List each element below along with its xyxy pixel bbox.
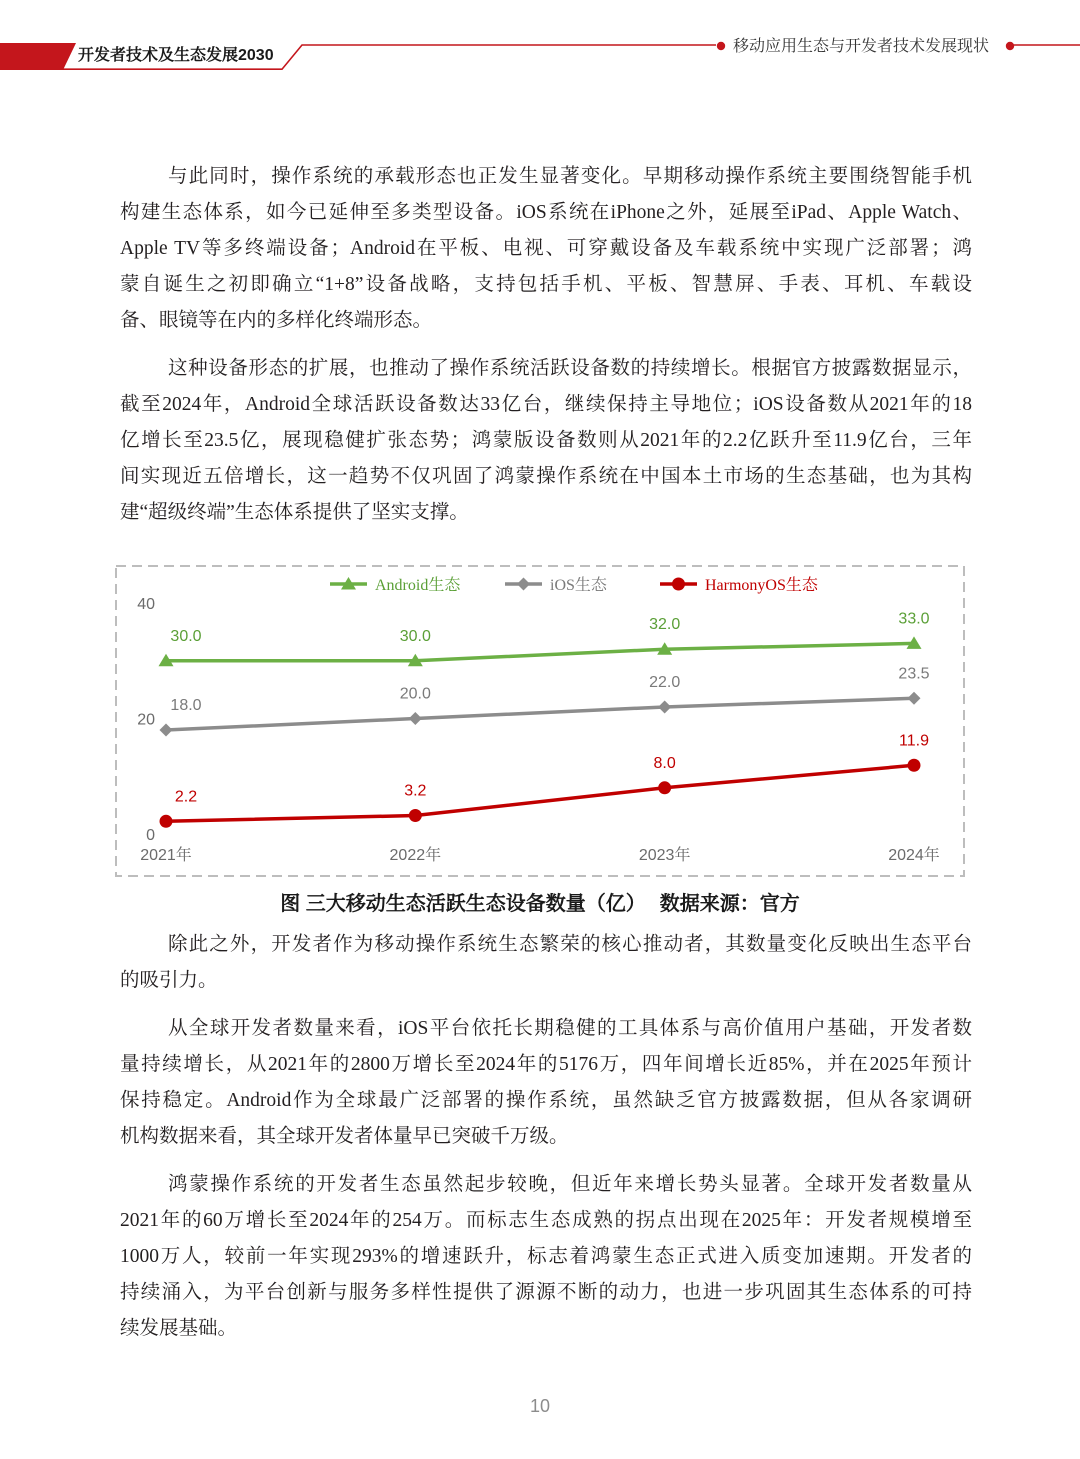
y-axis (137, 596, 155, 844)
text-line: 鸿蒙操作系统的开发者生态虽然起步较晚，但近年来增长势头显著。全球开发者数量从 (168, 1174, 972, 1195)
series-line-android (166, 643, 914, 660)
text-line: 这种设备形态的扩展，也推动了操作系统活跃设备数的持续增长。根据官方披露数据显示， (168, 358, 972, 379)
text-line: 量持续增长，从2021年的2800万增长至2024年的5176万，四年间增长近85%，并在2025年预计 (120, 1054, 972, 1075)
marker-harmonyos-point (908, 759, 921, 772)
text-line: 从全球开发者数量来看，iOS平台依托长期稳健的工具体系与高价值用户基础，开发者数 (168, 1018, 972, 1039)
data-label-harmonyos: 11.9 (899, 732, 929, 750)
text-line: 建“超级终端”生态体系提供了坚实支撑。 (120, 502, 469, 523)
x-tick-label: 2023年 (638, 847, 691, 864)
text-line: 机构数据来看，其全球开发者体量早已突破千万级。 (120, 1126, 569, 1147)
body-text-bottom (120, 927, 972, 1359)
marker-harmonyos-point (409, 809, 422, 822)
series-line-ios (166, 698, 914, 730)
data-label-harmonyos: 8.0 (653, 754, 676, 772)
data-label-android: 30.0 (170, 627, 202, 645)
header-bullet-right (1006, 42, 1014, 50)
x-axis (140, 845, 940, 864)
data-label-ios: 18.0 (170, 697, 202, 715)
series-line-harmonyos (166, 765, 914, 821)
legend-item-ios (505, 576, 608, 594)
chart-legend (330, 576, 819, 594)
legend-marker (517, 578, 530, 591)
legend-label: Android生态 (375, 577, 461, 594)
y-tick-label: 40 (137, 596, 155, 613)
text-line: 保持稳定。Android作为全球最广泛部署的操作系统，虽然缺乏官方披露数据，但从各家调研 (120, 1090, 972, 1111)
legend-marker (672, 578, 685, 591)
data-label-harmonyos: 2.2 (174, 788, 198, 806)
data-label-ios: 23.5 (898, 665, 930, 683)
text-line: 持续涌入，为平台创新与服务多样性提供了源源不断的动力，也进一步巩固其生态体系的可持 (120, 1282, 972, 1303)
marker-harmonyos-point (658, 781, 671, 794)
x-tick-label: 2022年 (389, 847, 442, 864)
marker-ios-point (908, 692, 921, 705)
series-ios (160, 665, 930, 736)
marker-harmonyos-point (160, 815, 173, 828)
text-line: Apple TV等多终端设备；Android在平板、电视、可穿戴设备及车载系统中实现广泛部署；鸿 (120, 238, 972, 259)
marker-ios-point (658, 700, 671, 713)
chart-border (116, 566, 964, 876)
data-label-android: 32.0 (649, 616, 681, 634)
header-bullet-left (717, 42, 725, 50)
data-label-ios: 22.0 (649, 673, 681, 691)
data-label-android: 30.0 (399, 627, 431, 645)
header-red-tab (0, 43, 76, 70)
y-tick-label: 0 (146, 827, 155, 844)
series-android (159, 610, 930, 666)
text-line: 2021年的60万增长至2024年的254万。而标志生态成熟的拐点出现在2025年：开发者规模增至 (120, 1210, 972, 1231)
data-label-harmonyos: 3.2 (404, 782, 427, 800)
text-line: 截至2024年，Android全球活跃设备数达33亿台，继续保持主导地位；iOS设备数从2021年的18 (120, 394, 972, 415)
caption-title: 图 三大移动生态活跃生态设备数量（亿） (280, 893, 646, 915)
caption-source: 数据来源：官方 (659, 893, 800, 915)
paragraph-active-devices (120, 351, 972, 531)
text-line: 亿增长至23.5亿，展现稳健扩张态势；鸿蒙版设备数则从2021年的2.2亿跃升至11.9亿台，三年 (120, 430, 972, 451)
data-label-android: 33.0 (898, 610, 930, 628)
text-line: 蒙自诞生之初即确立“1+8”设备战略，支持包括手机、平板、智慧屏、手表、耳机、车载设 (120, 274, 972, 295)
text-line: 除此之外，开发者作为移动操作系统生态繁荣的核心推动者，其数量变化反映出生态平台 (168, 934, 972, 955)
series-harmonyos (160, 732, 930, 828)
paragraph-device-forms (120, 159, 972, 339)
legend-item-android (330, 576, 461, 594)
x-tick-label: 2024年 (888, 847, 940, 864)
chapter-title: 移动应用生态与开发者技术发展现状 (733, 38, 990, 55)
page-number: 10 (529, 1396, 551, 1416)
active-devices-line-chart (115, 565, 965, 877)
text-line: 构建生态体系，如今已延伸至多类型设备。iOS系统在iPhone之外，延展至iPad、Apple Watch、 (120, 202, 972, 223)
data-label-ios: 20.0 (399, 685, 431, 703)
legend-label: HarmonyOS生态 (705, 577, 818, 594)
text-line: 备、眼镜等在内的多样化终端形态。 (120, 310, 433, 331)
text-line: 间实现近五倍增长，这一趋势不仅巩固了鸿蒙操作系统在中国本土市场的生态基础，也为其构 (120, 466, 972, 487)
legend-item-harmonyos (660, 576, 819, 594)
figure-caption (115, 886, 965, 922)
marker-ios-point (409, 712, 422, 725)
y-tick-label: 20 (137, 711, 155, 729)
paragraph-global-developers (120, 1011, 972, 1155)
paragraph-harmonyos-developers (120, 1167, 972, 1347)
text-line: 1000万人，较前一年实现293%的增速跃升，标志着鸿蒙生态正式进入质变加速期。开发者的 (120, 1246, 972, 1267)
text-line: 的吸引力。 (120, 970, 218, 991)
marker-ios-point (160, 724, 173, 737)
text-line: 续发展基础。 (120, 1318, 238, 1339)
legend-label: iOS生态 (550, 577, 607, 594)
paragraph-developer-intro (120, 927, 972, 999)
text-line: 与此同时，操作系统的承载形态也正发生显著变化。早期移动操作系统主要围绕智能手机 (168, 166, 972, 187)
x-tick-label: 2021年 (140, 847, 192, 864)
body-text-top (120, 159, 972, 543)
report-title: 开发者技术及生态发展2030 (78, 47, 274, 64)
